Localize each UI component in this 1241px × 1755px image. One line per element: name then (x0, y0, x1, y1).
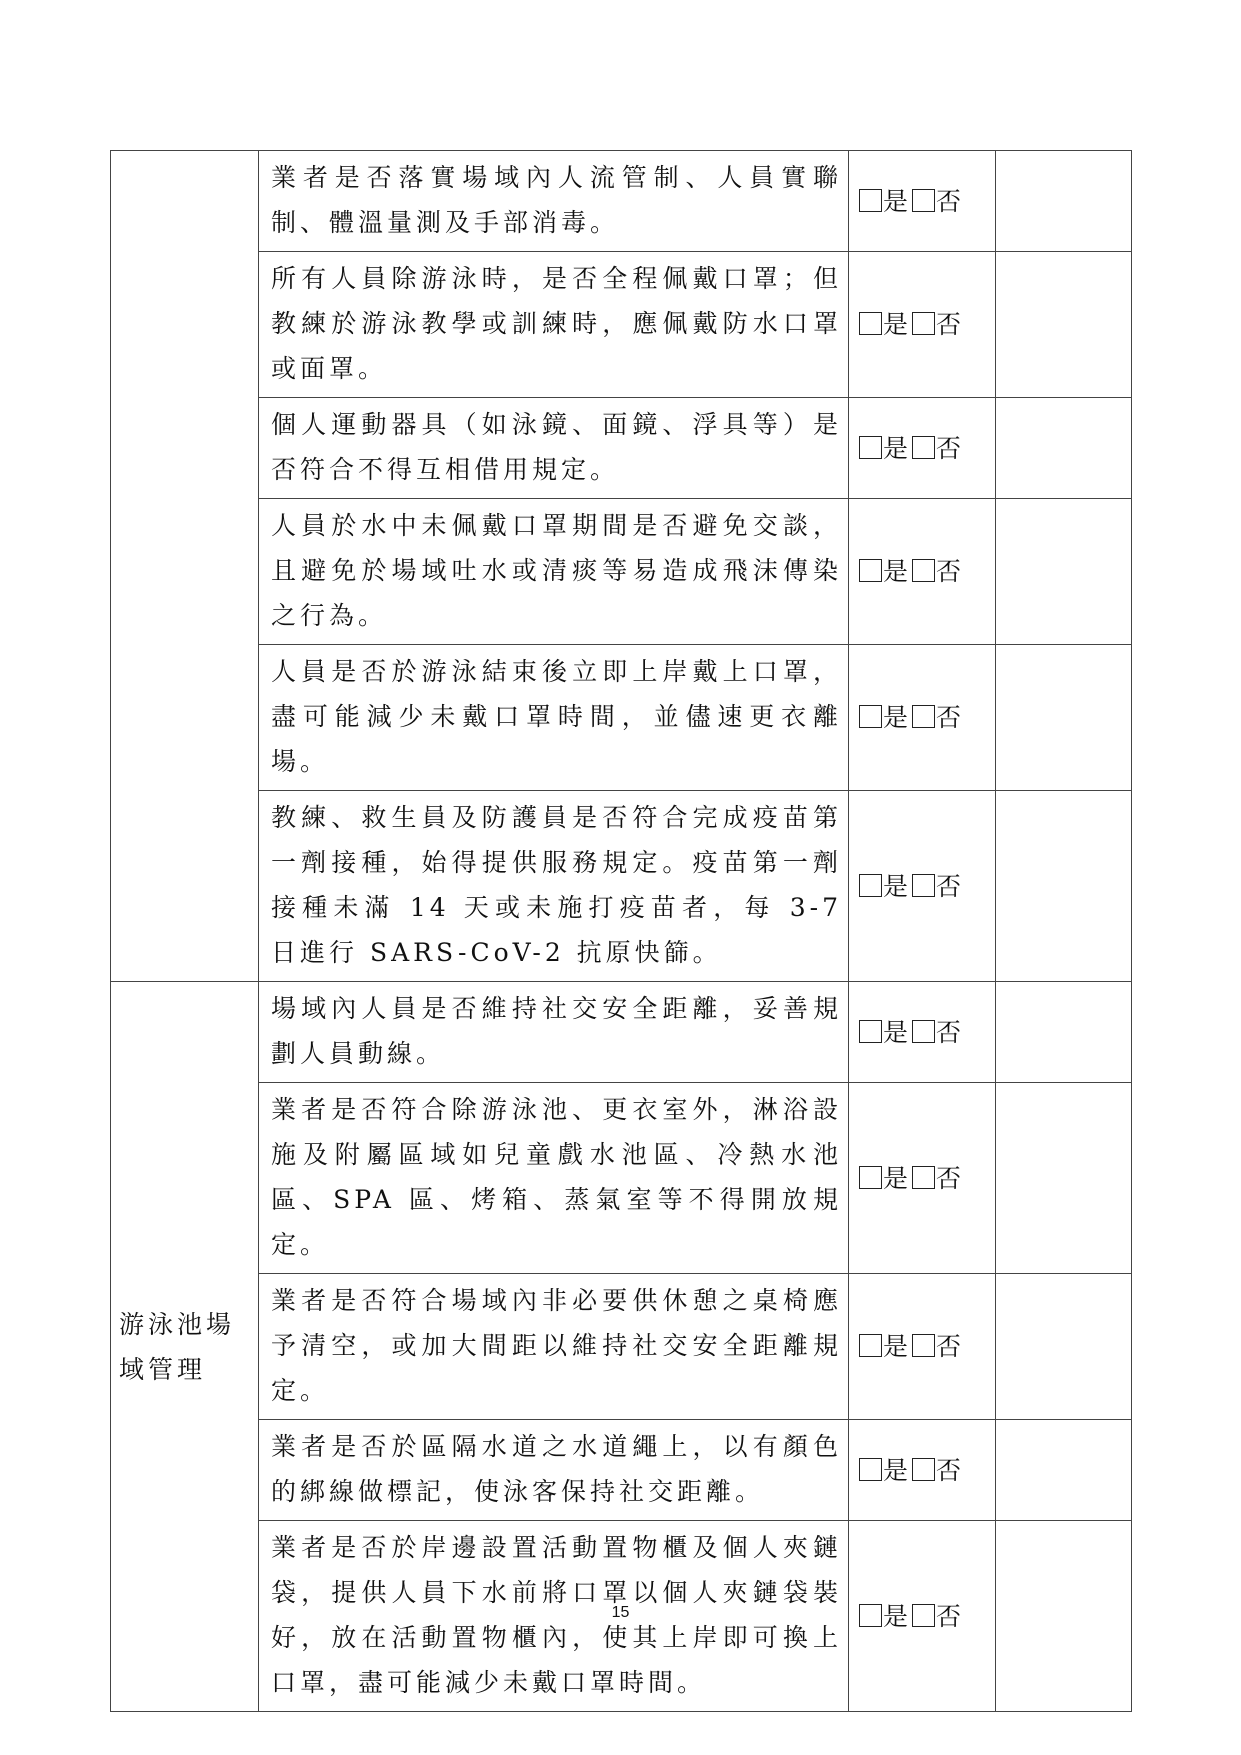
yes-no-cell (849, 398, 996, 499)
notes-cell[interactable] (996, 151, 1132, 252)
yes-no-cell (849, 1274, 996, 1420)
yes-no-cell (849, 499, 996, 645)
check-item-text: 場域內人員是否維持社交安全距離，妥善規劃人員動線。 (259, 982, 849, 1083)
yes-label: 是 (883, 557, 913, 586)
category-cell: 游泳池場域管理 (111, 982, 259, 1712)
checklist-row (111, 499, 1132, 645)
yes-no-cell (849, 1083, 996, 1274)
checklist-row (111, 982, 1132, 1083)
checklist-table (110, 150, 1132, 1712)
checklist-row (111, 645, 1132, 791)
no-checkbox[interactable] (912, 1458, 935, 1481)
checklist-row (111, 791, 1132, 982)
yes-checkbox[interactable] (859, 1166, 882, 1189)
yes-no-cell (849, 151, 996, 252)
yes-checkbox[interactable] (859, 312, 882, 335)
no-checkbox[interactable] (912, 189, 935, 212)
notes-cell[interactable] (996, 398, 1132, 499)
check-item-text: 個人運動器具（如泳鏡、面鏡、浮具等）是否符合不得互相借用規定。 (259, 398, 849, 499)
yes-no-cell (849, 982, 996, 1083)
yes-no-cell (849, 252, 996, 398)
yes-checkbox[interactable] (859, 436, 882, 459)
yes-checkbox[interactable] (859, 874, 882, 897)
no-checkbox[interactable] (912, 1166, 935, 1189)
checklist-row (111, 151, 1132, 252)
notes-cell[interactable] (996, 791, 1132, 982)
no-label: 否 (936, 1163, 966, 1193)
check-item-text: 人員於水中未佩戴口罩期間是否避免交談，且避免於場域吐水或清痰等易造成飛沫傳染之行為。 (259, 499, 849, 645)
no-label: 否 (936, 310, 966, 339)
no-checkbox[interactable] (912, 705, 935, 728)
category-cell (111, 151, 259, 982)
notes-cell[interactable] (996, 982, 1132, 1083)
yes-label: 是 (883, 871, 913, 901)
yes-label: 是 (883, 1163, 913, 1193)
notes-cell[interactable] (996, 252, 1132, 398)
checklist-row (111, 252, 1132, 398)
yes-label: 是 (883, 1332, 913, 1361)
check-item-text: 所有人員除游泳時，是否全程佩戴口罩；但教練於游泳教學或訓練時，應佩戴防水口罩或面罩。 (259, 252, 849, 398)
no-checkbox[interactable] (912, 559, 935, 582)
no-checkbox[interactable] (912, 874, 935, 897)
check-item-text: 業者是否落實場域內人流管制、人員實聯制、體溫量測及手部消毒。 (259, 151, 849, 252)
checklist-row (111, 1420, 1132, 1521)
no-checkbox[interactable] (912, 1334, 935, 1357)
yes-checkbox[interactable] (859, 189, 882, 212)
yes-checkbox[interactable] (859, 559, 882, 582)
yes-checkbox[interactable] (859, 1458, 882, 1481)
notes-cell[interactable] (996, 645, 1132, 791)
no-checkbox[interactable] (912, 436, 935, 459)
no-label: 否 (936, 433, 966, 463)
yes-checkbox[interactable] (859, 1020, 882, 1043)
yes-label: 是 (883, 310, 913, 339)
checklist-row (111, 1274, 1132, 1420)
check-item-text: 業者是否於區隔水道之水道繩上，以有顏色的綁線做標記，使泳客保持社交距離。 (259, 1420, 849, 1521)
yes-label: 是 (883, 433, 913, 463)
no-label: 否 (936, 1017, 966, 1047)
checklist-row (111, 1083, 1132, 1274)
no-label: 否 (936, 557, 966, 586)
no-checkbox[interactable] (912, 1020, 935, 1043)
no-label: 否 (936, 703, 966, 732)
yes-no-cell (849, 791, 996, 982)
no-label: 否 (936, 1332, 966, 1361)
page-number: 15 (611, 1604, 630, 1621)
no-label: 否 (936, 871, 966, 901)
yes-label: 是 (883, 1455, 913, 1485)
no-label: 否 (936, 1455, 966, 1485)
check-item-text: 人員是否於游泳結束後立即上岸戴上口罩，盡可能減少未戴口罩時間，並儘速更衣離場。 (259, 645, 849, 791)
yes-label: 是 (883, 703, 913, 732)
yes-label: 是 (883, 1601, 913, 1631)
yes-label: 是 (883, 186, 913, 216)
check-item-text: 教練、救生員及防護員是否符合完成疫苗第一劑接種，始得提供服務規定。疫苗第一劑接種未滿 14 天或未施打疫苗者，每 3-7 日進行 SARS-CoV-2 抗原快篩。 (259, 791, 849, 982)
no-checkbox[interactable] (912, 312, 935, 335)
yes-checkbox[interactable] (859, 1334, 882, 1357)
no-label: 否 (936, 1601, 966, 1631)
notes-cell[interactable] (996, 499, 1132, 645)
checklist-row (111, 398, 1132, 499)
check-item-text: 業者是否符合場域內非必要供休憩之桌椅應予清空，或加大間距以維持社交安全距離規定。 (259, 1274, 849, 1420)
yes-no-cell (849, 645, 996, 791)
notes-cell[interactable] (996, 1083, 1132, 1274)
notes-cell[interactable] (996, 1420, 1132, 1521)
check-item-text: 業者是否於岸邊設置活動置物櫃及個人夾鏈袋，提供人員下水前將口罩以個人夾鏈袋裝好，放在活動置物櫃內，使其上岸即可換上口罩，盡可能減少未戴口罩時間。 (259, 1521, 849, 1712)
notes-cell[interactable] (996, 1274, 1132, 1420)
check-item-text: 業者是否符合除游泳池、更衣室外，淋浴設施及附屬區域如兒童戲水池區、冷熱水池區、SPA 區、烤箱、蒸氣室等不得開放規定。 (259, 1083, 849, 1274)
yes-no-cell (849, 1420, 996, 1521)
yes-label: 是 (883, 1017, 913, 1047)
yes-checkbox[interactable] (859, 705, 882, 728)
no-label: 否 (936, 186, 966, 216)
